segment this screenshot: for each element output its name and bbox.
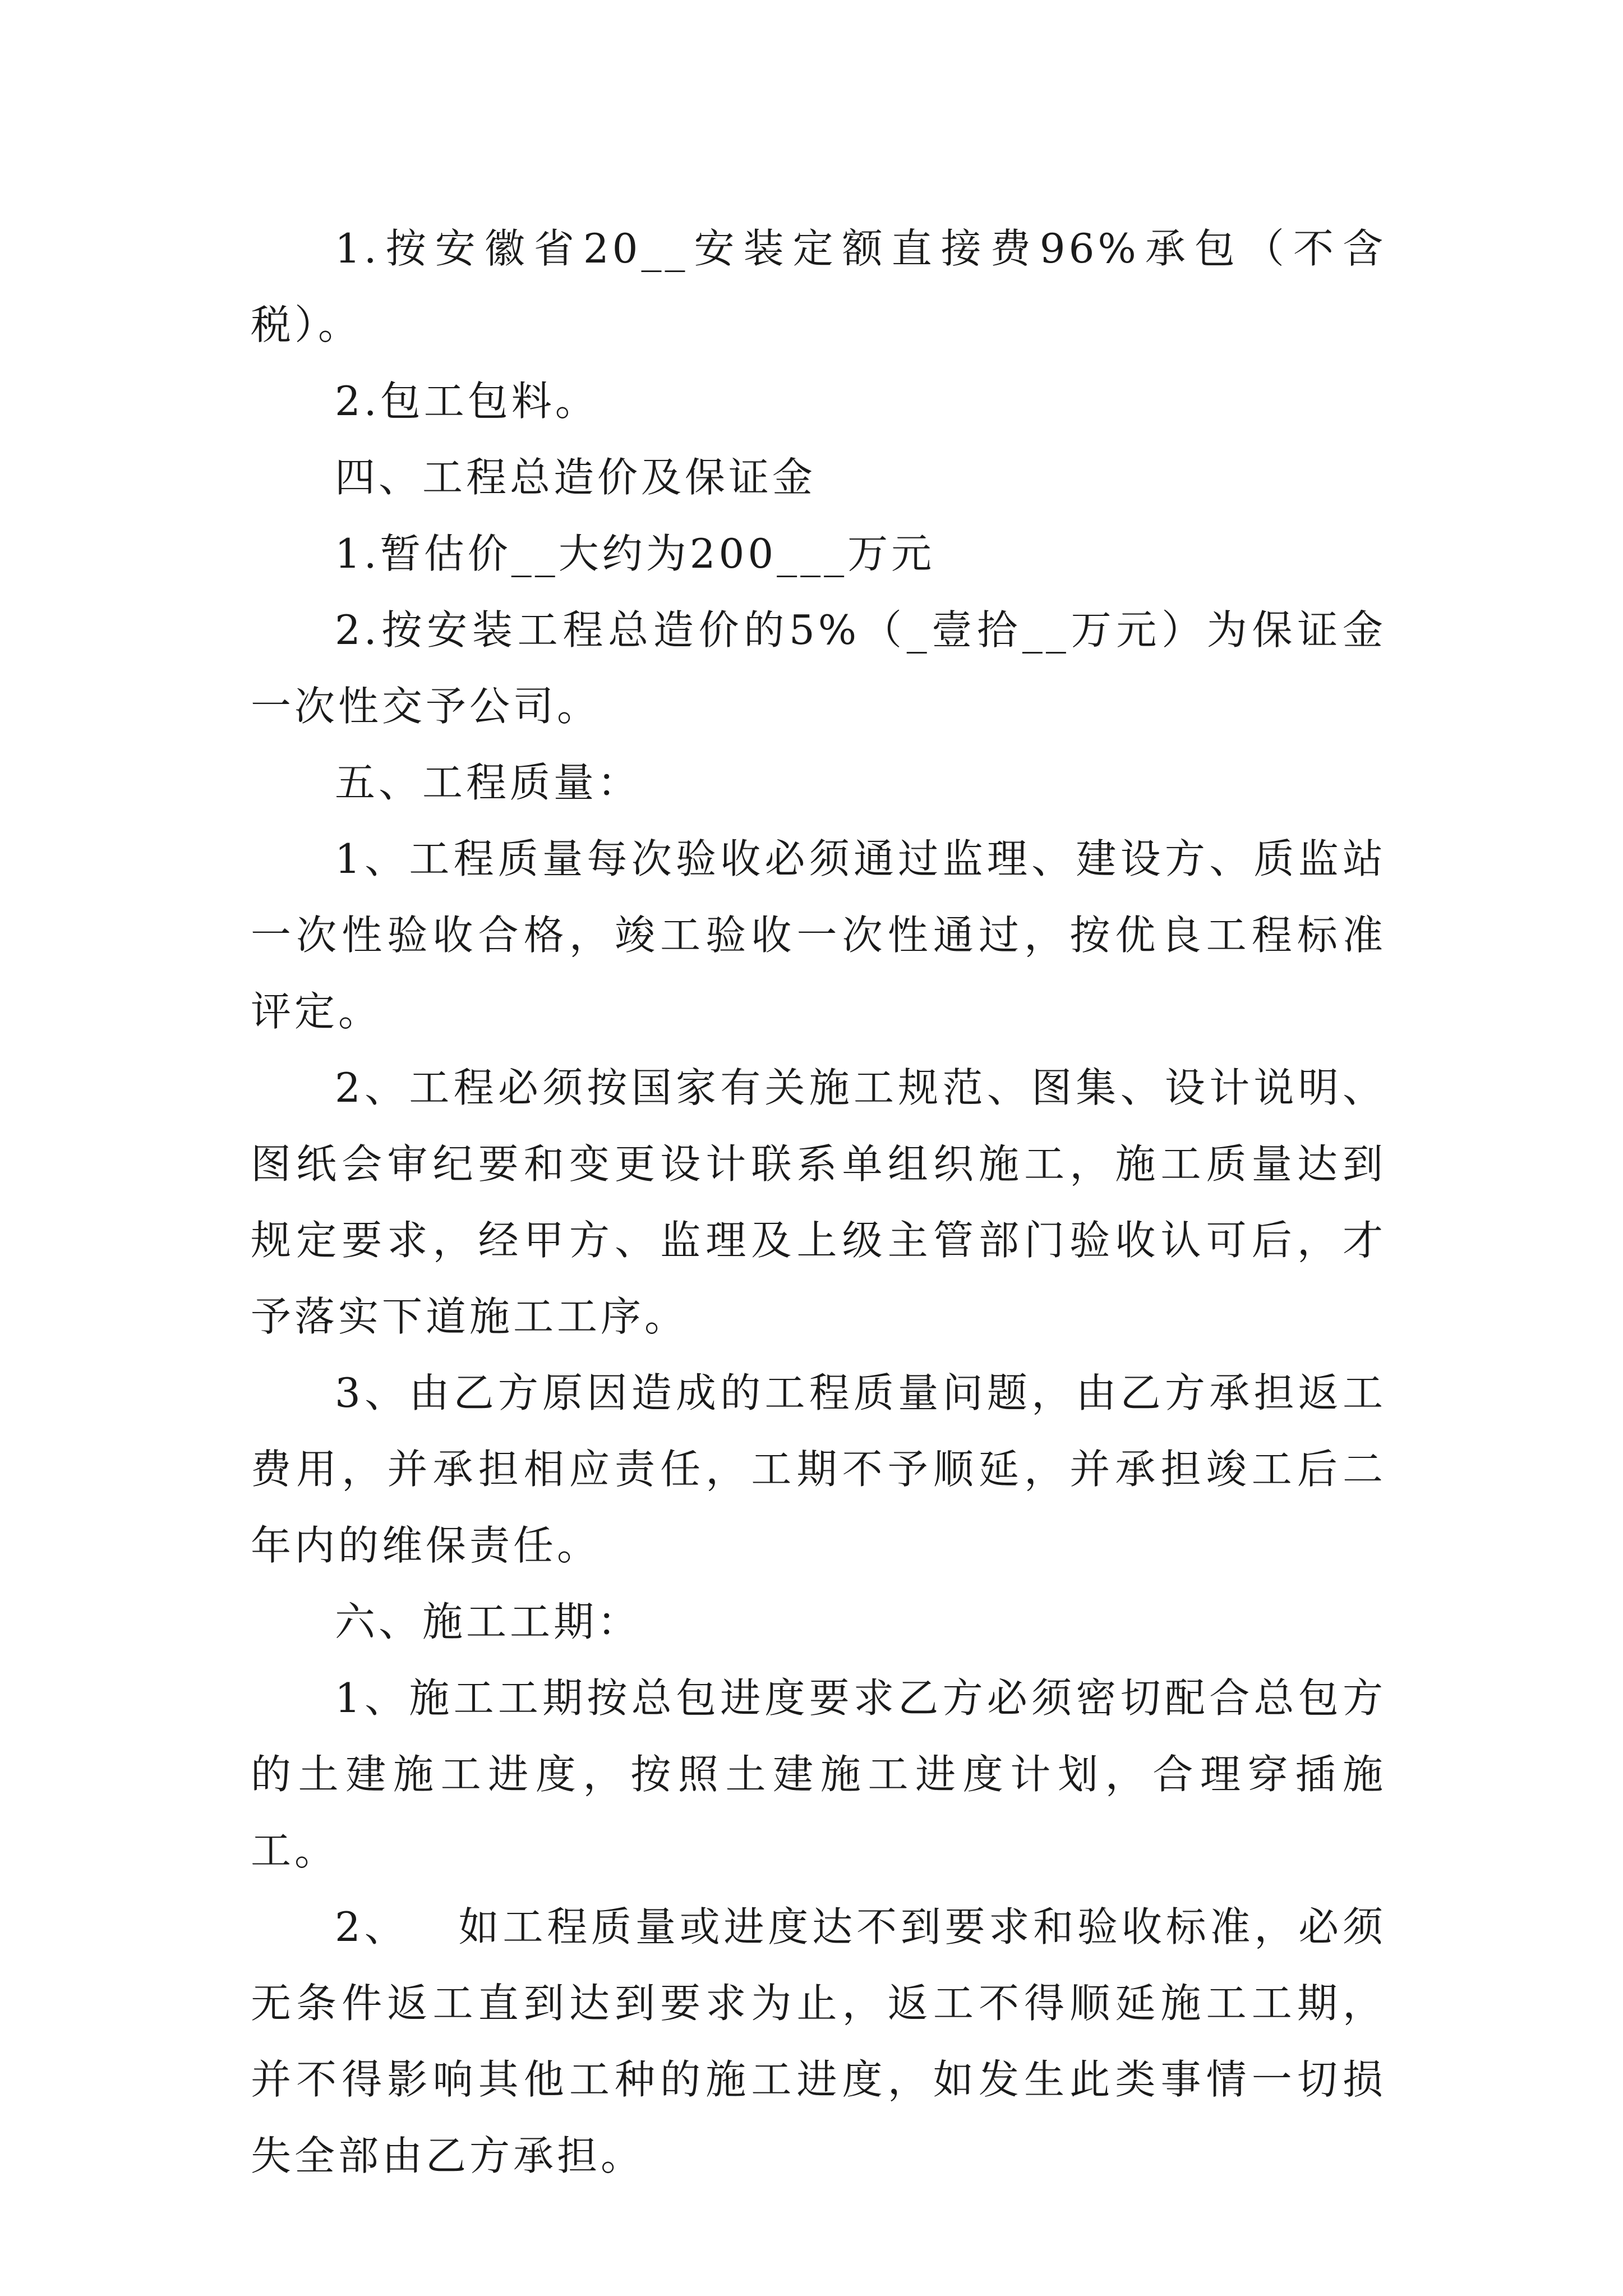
- paragraph-pricing-basis: 1.按安徽省20__安装定额直接费96%承包（不含税）。: [251, 225, 1386, 348]
- section-heading-schedule: 六、施工工期：: [335, 1598, 642, 1645]
- section-heading-total-cost: 四、工程总造价及保证金: [335, 454, 817, 501]
- paragraph-schedule-rework: 2、 如工程质量或进度达不到要求和验收标准，必须无条件返工直到达到要求为止，返工不得顺延施工工期，并不得影响其他工种的施工进度，如发生此类事情一切损失全部由乙方承担。: [251, 1903, 1386, 2179]
- section-heading-quality: 五、工程质量：: [335, 759, 642, 806]
- document-body: [251, 210, 1386, 2194]
- paragraph-quality-responsibility: 3、由乙方原因造成的工程质量问题，由乙方承担返工费用，并承担相应责任，工期不予顺延，并承担竣工后二年内的维保责任。: [251, 1369, 1386, 1569]
- paragraph-schedule-coordination: 1、施工工期按总包进度要求乙方必须密切配合总包方的土建施工进度，按照土建施工进度计划，合理穿插施工。: [251, 1674, 1386, 1874]
- paragraph-labor-materials: 2.包工包料。: [335, 378, 599, 425]
- paragraph-quality-standards: 2、工程必须按国家有关施工规范、图集、设计说明、图纸会审纪要和变更设计联系单组织施工，施工质量达到规定要求，经甲方、监理及上级主管部门验收认可后，才予落实下道施工工序。: [251, 1064, 1386, 1340]
- paragraph-estimated-price: 1.暂估价__大约为200___万元: [335, 530, 935, 577]
- paragraph-deposit: 2.按安装工程总造价的5%（_壹拾__万元）为保证金一次性交予公司。: [251, 606, 1386, 730]
- paragraph-quality-acceptance: 1、工程质量每次验收必须通过监理、建设方、质监站一次性验收合格，竣工验收一次性通过，按优良工程标准评定。: [251, 835, 1386, 1035]
